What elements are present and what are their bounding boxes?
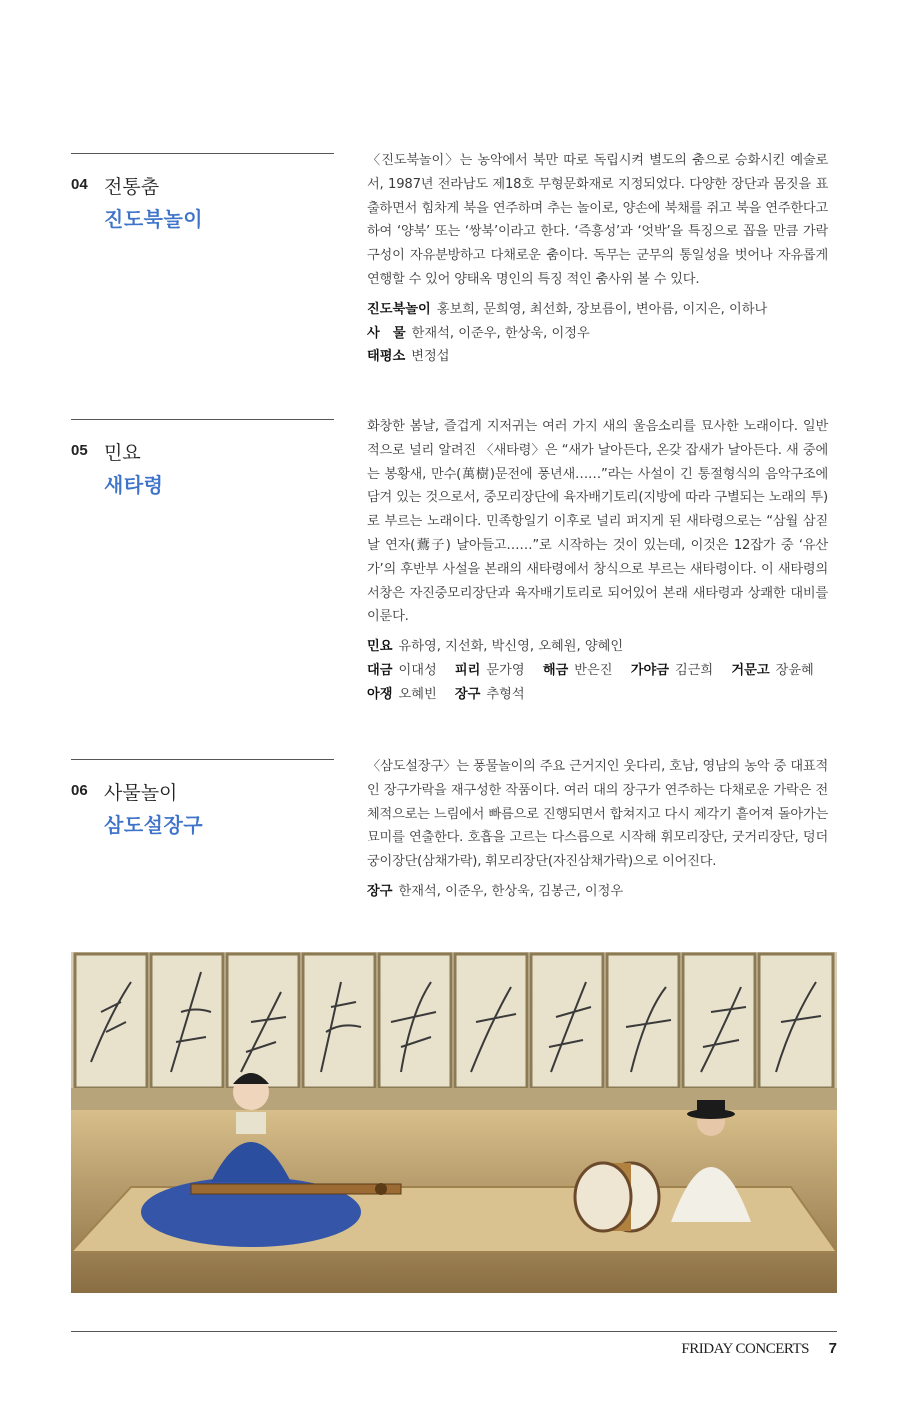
cast-names: 한재석, 이준우, 한상욱, 이정우	[411, 325, 590, 341]
section-description: 화창한 봄날, 즐겁게 지저귀는 여러 가지 새의 울음소리를 묘사한 노래이다. 일반적으로 널리 알려진 〈새타령〉은 “새가 날아든다, 온갖 잡새가 날아든다. 새 중에는 봉황새, 만수(萬樹)문전에 풍년새……”라는 사설이 긴 통절형식의 음악구조에 담겨 있는 것으로서, 중모리장단에 육자배기토리(지방에 따라 구별되는 노래의 투)로 부르는 노래이다. 민족항일기 이후로 널리 퍼지게 된 새타령으로는 “삼월 삼짇날 연자(鷰子) 날아들고……”로 시작하는 것이 있는데, 이것은 12잡가 중 ‘유산가’의 후반부 사설을 본래의 새타령에서 창식으로 부르는 새타령이다. 이 새타령의 서창은 자진중모리장단과 육자배기토리로 되어있어 본래 새타령과 상쾌한 대비를 이룬다.	[367, 419, 828, 625]
section-heading	[71, 419, 334, 497]
section-body	[367, 149, 828, 369]
section-number: 06	[71, 782, 88, 799]
cast-role: 대금	[367, 662, 393, 678]
cast-row	[367, 635, 828, 659]
section-description: 〈진도북놀이〉는 농악에서 북만 따로 독립시켜 별도의 춤으로 승화시킨 예술로서, 1987년 전라남도 제18호 무형문화재로 지정되었다. 다양한 장단과 몸짓을 표출하면서 힘차게 북을 연주하며 추는 놀이로, 양손에 북채를 쥐고 북을 연주한다고 하여 ‘양북’ 또는 ‘쌍북’이라고 한다. ‘즉흥성’과 ‘엇박’을 특징으로 꼽을 만큼 가락 구성이 자유분방하고 다채로운 춤이다. 독무는 군무의 통일성을 벗어나 자유롭게 연행할 수 있어 양태옥 명인의 특징 적인 춤사위 볼 수 있다.	[367, 153, 828, 287]
cast-names: 반은진	[574, 662, 613, 678]
cast-role: 장구	[367, 883, 393, 899]
section-genre: 민요	[104, 442, 141, 464]
section-work-title: 삼도설장구	[104, 813, 204, 837]
gayageum-instrument	[191, 1183, 401, 1195]
footer-title: FRIDAY CONCERTS	[681, 1341, 809, 1357]
cast-role: 태평소	[367, 349, 406, 365]
cast-names: 추형석	[486, 686, 525, 702]
cast-list	[367, 635, 828, 706]
page-number: 7	[828, 1340, 837, 1357]
cast-names: 이대성	[398, 662, 437, 678]
cast-role: 거문고	[731, 662, 770, 678]
cast-names: 오혜빈	[398, 686, 437, 702]
cast-names: 유하영, 지선화, 박신영, 오혜원, 양혜인	[398, 639, 624, 655]
cast-role: 장구	[454, 686, 481, 702]
cast-role: 진도북놀이	[367, 301, 431, 317]
cast-role: 아쟁	[367, 686, 393, 702]
section-heading	[71, 153, 334, 231]
performance-photo	[71, 952, 837, 1293]
cast-row	[367, 880, 828, 904]
footer-divider	[71, 1331, 837, 1332]
cast-list	[367, 298, 828, 369]
cast-role: 사 물	[367, 325, 406, 341]
section-description: 〈삼도설장구〉는 풍물놀이의 주요 근거지인 웃다리, 호남, 영남의 농악 중 대표적인 장구가락을 재구성한 작품이다. 여러 대의 장구가 연주하는 다채로운 가락은 전체적으로는 느림에서 빠름으로 진행되면서 합쳐지고 다시 제각기 흩어져 돌아가는 묘미를 연출한다. 호흡을 고르는 다스름으로 시작해 휘모리장단, 굿거리장단, 덩더궁이장단(삼채가락), 휘모리장단(자진삼채가락)으로 이어진다.	[367, 759, 828, 870]
cast-names: 변정섭	[411, 349, 450, 365]
divider	[71, 759, 334, 760]
section-genre: 사물놀이	[104, 782, 178, 804]
cast-row	[367, 683, 828, 707]
section-heading	[71, 759, 334, 837]
cast-names: 장윤혜	[775, 662, 814, 678]
cast-role: 가야금	[630, 662, 669, 678]
divider	[71, 153, 334, 154]
folding-screen-panels	[75, 954, 833, 1088]
section-work-title: 진도북놀이	[104, 207, 204, 231]
section-number: 05	[71, 442, 88, 459]
section-work-title: 새타령	[104, 473, 164, 497]
section-body	[367, 415, 828, 707]
drum	[575, 1163, 659, 1231]
cast-row	[367, 322, 828, 346]
cast-list	[367, 880, 828, 904]
cast-role: 피리	[454, 662, 481, 678]
section-number: 04	[71, 176, 88, 193]
cast-row	[367, 659, 828, 683]
cast-row	[367, 298, 828, 322]
divider	[71, 419, 334, 420]
section-genre: 전통춤	[104, 176, 160, 198]
cast-names: 한재석, 이준우, 한상욱, 김봉근, 이정우	[398, 883, 624, 899]
cast-role: 해금	[542, 662, 569, 678]
cast-role: 민요	[367, 639, 393, 655]
section-body	[367, 755, 828, 904]
cast-names: 문가영	[486, 662, 525, 678]
cast-names: 홍보희, 문희영, 최선화, 장보름이, 변아름, 이지은, 이하나	[436, 301, 768, 317]
cast-row	[367, 345, 828, 369]
cast-names: 김근희	[674, 662, 714, 678]
